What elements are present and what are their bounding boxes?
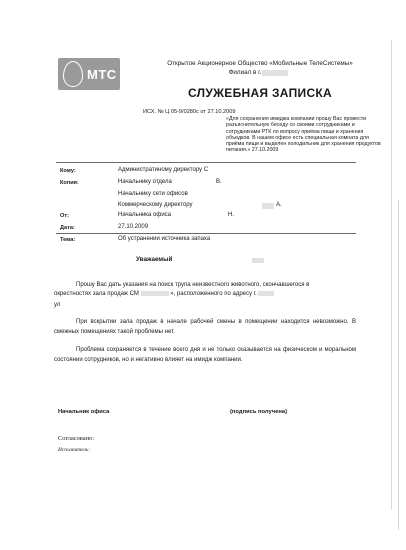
field-fragment-from: Н. bbox=[228, 212, 234, 218]
field-label-subject: Тема: bbox=[60, 237, 76, 243]
field-value-from: Начальника офиса bbox=[118, 212, 172, 218]
salutation: Уважаемый bbox=[136, 256, 173, 263]
field-value-copy-3: Коммерческому директору bbox=[118, 202, 193, 208]
executor-label: Исполнитель: bbox=[58, 447, 91, 453]
company-header bbox=[140, 60, 380, 77]
scan-line bbox=[391, 40, 392, 510]
field-value-date: 27.10.2009 bbox=[118, 224, 149, 230]
scan-line bbox=[398, 200, 399, 530]
field-value-subject: Об устранении источника запаха bbox=[118, 236, 211, 242]
field-fragment-commercial: А. bbox=[276, 202, 282, 208]
signer-title: Начальник офиса bbox=[58, 409, 110, 415]
field-value-copy-1: Начальнику отдела bbox=[118, 179, 172, 185]
divider-top bbox=[56, 162, 356, 163]
field-label-from: От: bbox=[60, 213, 69, 219]
logo-text: МТС bbox=[87, 66, 117, 82]
field-value-to: Администратиному директору С bbox=[118, 167, 209, 173]
paragraph-1-line-3: ул bbox=[54, 302, 61, 308]
paragraph-2: При вскрытии зала продаж в начале рабочей смены в помещении находится невозможно. В смежных помещениях такой проблемы нет. bbox=[54, 319, 356, 335]
field-label-to: Кому: bbox=[60, 168, 76, 174]
redaction-address bbox=[258, 291, 274, 296]
field-value-copy-2: Начальнику сети офисов bbox=[118, 191, 188, 197]
paragraph-1-line-1: Прошу Вас дать указания на поиск трупа неизвестного животного, скончавшегося в bbox=[76, 282, 310, 288]
field-label-date: Дата: bbox=[60, 225, 75, 231]
company-branch: Филиал в г. bbox=[228, 68, 262, 76]
divider-mid bbox=[56, 233, 356, 234]
resolution-note: «Для сохранения имиджа компании прошу Вас провести разъяснительную беседу со своими сотрудниками и сотрудниками РТК по вопросу приёма пищи и хранения объедков. В нашем офисе есть специальная комната для приёма пищи и выделен холодильник для хранения продуктов питания.» 27.10.2009 bbox=[226, 116, 381, 154]
redaction-commercial bbox=[262, 203, 274, 209]
redaction-salutation bbox=[252, 258, 264, 263]
paragraph-3: Проблема сохраняется в течение всего дня и не только сказывается на физическом и моральном состоянии сотрудников, но и негативно влияет на имидж компании. bbox=[54, 347, 356, 363]
document-title: СЛУЖЕБНАЯ ЗАПИСКА bbox=[187, 86, 333, 100]
approved-label: Согласовано: bbox=[58, 435, 94, 442]
field-fragment-copy: В. bbox=[216, 179, 222, 185]
reference-number: ИСХ. № Ц 05-9/0280с от 27.10.2009 bbox=[143, 109, 236, 115]
redaction-branch bbox=[262, 70, 288, 76]
p1-part-b: », расположенного по адресу г. bbox=[170, 291, 257, 298]
redaction-store bbox=[141, 291, 169, 296]
paragraph-1-line-2 bbox=[54, 291, 356, 297]
signature-received: (подпись получена) bbox=[230, 409, 288, 415]
p1-part-a: окрестностях зала продаж СМ bbox=[54, 291, 139, 298]
company-name: Открытое Акционерное Общество «Мобильные ТелеСистемы» bbox=[167, 60, 353, 67]
mts-egg-icon bbox=[63, 61, 83, 87]
field-label-copy: Копия: bbox=[60, 180, 79, 186]
